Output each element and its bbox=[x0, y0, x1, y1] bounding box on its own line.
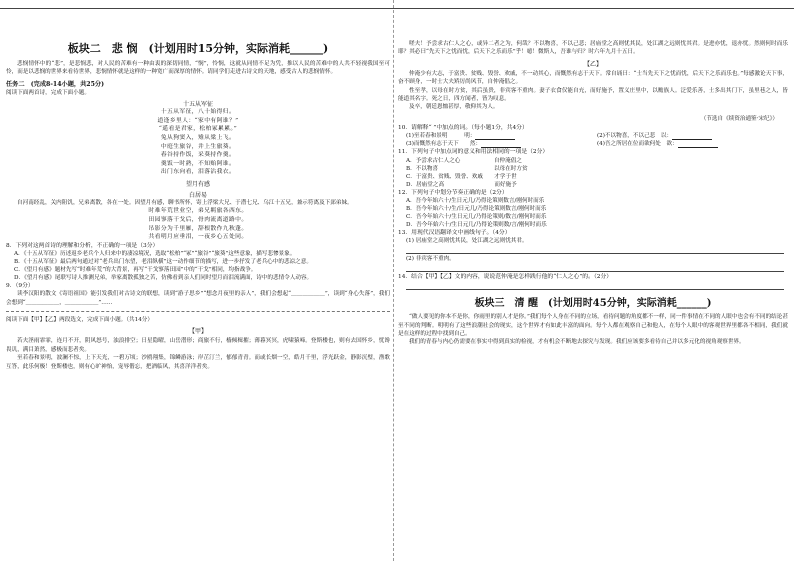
block-title: 板块二 悲 悯 (计划用时15分钟，实际消耗______) bbox=[67, 42, 329, 55]
poem2-author: 白居易 bbox=[188, 191, 207, 199]
poem-line: 羹饭一时熟，不知贻阿谁。 bbox=[160, 160, 236, 167]
poem-line: 中庭生旅谷，井上生旅葵。 bbox=[160, 143, 236, 150]
poem-line: 兔从狗窦入，雉从梁上飞。 bbox=[160, 135, 236, 141]
passage-source: （节选自《续资治通鉴·宋纪》） bbox=[700, 115, 778, 122]
q12-option-b: B．吾今年始六十/生/日元几/乃得论策则数言/刚何时而乐 bbox=[406, 205, 547, 212]
intro-paragraph: 悲悯情怀中的“悲”，是悲悯悲，对人民的苦难有一种由衷的深切同情，“悯”，怜悯，这就从同情不足为凭，推以人民的苦难中的人共不轻视我国至可怜，而是以悲悯的世界来看待世界，悲悯情怀就是这样的一种宽广而深厚的情怀。请同学们走进古诗文的天地，感受古人的悲悯情怀。 bbox=[6, 61, 390, 76]
passage-yi-2: 性至孝，以母在时方贫，其后虽贵，非宾客不重肉。妻子衣食仅能自充，而好施予，置义庄里中，以赡族人。泛爱乐善，士多出其门下，虽里巷之人，皆能道其名字。死之日，四方闻者，皆为叹息。 bbox=[398, 87, 788, 103]
q11-option-d: D．居庙堂之高 而好施予 bbox=[406, 181, 517, 188]
q11-option-c: C．于富贵、贫贱、毁誉、欢戚 才学于世 bbox=[406, 173, 517, 180]
question-13: 13．用现代汉语翻译文中画线句子。（4分） bbox=[398, 229, 511, 236]
q10-item-text: (4)吾之所居在位而欲何处 欲： bbox=[597, 141, 678, 148]
poem2-body bbox=[6, 207, 390, 241]
block3-paragraph-2: 我们的青春与内心仍需要在事实中得到真实的检视，才有机会不断地去探究与发现。我们应该要多看待自己并以多元化的视角观察世界。 bbox=[409, 339, 745, 346]
question-10: 10．请解释“ ”中加点的词。（每小题1分，共4分） bbox=[398, 124, 528, 131]
poem1-title: 十五从军征 bbox=[182, 101, 213, 109]
answer-blank[interactable] bbox=[672, 133, 712, 140]
q8-option-b: B．《十五从军征》最后两句通过对“老兵出门东望，老泪纵横”这一动作细节的描写，进一步抒发了老兵心中的悲凉之意。 bbox=[14, 258, 312, 265]
question-14: 14．结合【甲】【乙】文的内容，说说范仲淹是怎样践行他的“仁人之心”的。（2分） bbox=[398, 274, 613, 281]
q13-item-2: (2) 非宾客不重肉。 bbox=[406, 256, 455, 263]
poem-line: 田园寥落干戈后，骨肉流离道路中。 bbox=[148, 216, 248, 223]
q10-item bbox=[597, 132, 788, 140]
poem-line: 时难年荒世业空，弟兄羁旅各西东。 bbox=[148, 208, 248, 215]
q12-option-d: D．吾今年始六十/生日元几/乃得论策则数/言/刚何时而乐 bbox=[406, 221, 547, 228]
q10-items bbox=[406, 132, 788, 148]
poem-line: 十五从军征，八十始得归。 bbox=[160, 109, 236, 116]
right-column bbox=[398, 40, 788, 561]
passage-jia-label: 【甲】 bbox=[188, 328, 207, 336]
q12-option-c: C．吾今年始六十/生日元几/乃得论策则/数言/刚何时而乐 bbox=[406, 213, 547, 220]
poem-line: 舂谷持作饭，采葵持作羹。 bbox=[160, 152, 236, 159]
q8-option-c: C．《望月有感》题材先写“时难年荒”的大背景，再写“干戈寥落田园”中的“干戈”相同，均指战争。 bbox=[14, 266, 257, 273]
q10-item bbox=[406, 132, 597, 140]
poem2-title: 望月有感 bbox=[185, 180, 210, 188]
q10-item-text: (3)而慨然有志于天下 然： bbox=[406, 141, 482, 148]
poem1-body bbox=[6, 108, 390, 177]
q11-option-b: B．不以物喜 以母在时方贫 bbox=[406, 165, 528, 172]
block3-title: 板块三 清 醒 (计划用时45分钟，实际消耗______) bbox=[474, 298, 712, 310]
reading-hint: 阅读下面【甲】【乙】两段选文，完成下面小题。（共14分） bbox=[6, 316, 153, 323]
q8-option-d: D．《望月有感》尾联写诗人推测兄弟，举家离散孤独之苦，仿佛看到亲人们同时望月而泪流满面，诗中的悲情令人动容。 bbox=[14, 274, 313, 281]
answer-blank[interactable] bbox=[678, 141, 718, 148]
divider bbox=[6, 311, 390, 312]
passage-yi-1: 仲淹少有大志，于富贵、贫贱、毁誉、欢戚，不一动其心，而慨然有志于天下。常自诵曰：“士当先天下之忧而忧，后天下之乐而乐也。”每感激论天下事，奋不顾身，一时士大夫矫厉尚风节，自仲淹倡之。 bbox=[398, 70, 788, 86]
question-8: 8．下列对这两首诗的理解和分析，不正确的一项是（3分） bbox=[6, 242, 159, 249]
question-9: 9．（9分） bbox=[6, 282, 34, 289]
passage-jia: 若夫淫雨霏霏，连月不开，阴风怒号，浊浪排空；日星隐曜，山岳潜形；商旅不行，樯倾楫摧；薄暮冥冥，虎啸猿啼。登斯楼也，则有去国怀乡，忧谗畏讥，满目萧然，感极而悲者矣。 bbox=[6, 338, 390, 353]
question-12: 12．下列句子中划分节奏正确的是（2分） bbox=[398, 189, 508, 196]
answer-line[interactable] bbox=[406, 264, 784, 272]
question-9-text: 读李汉阳的散文《寄语祖国》能引发我们对古诗文的联想，读到“游子思乡”“想念月夜里的亲人”，我们会想起“＿＿＿＿＿＿”，读到“身心失落”，我们会想到“＿＿＿＿＿＿，＿＿＿＿＿＿”…… bbox=[6, 291, 390, 306]
q11-option-a: A．予尝求古仁人之心 自仲淹倡之 bbox=[406, 157, 522, 164]
passage-yi-3: 及卒，朝廷恩恤甚厚，敬仰其为人。 bbox=[409, 104, 499, 111]
answer-blank[interactable] bbox=[475, 133, 515, 140]
fold-line bbox=[393, 0, 394, 561]
block3-paragraph-1: “做人要见的你本不是你，你雨里的别人才是你。”我们每个人身在不同的立场，看待问题的角度都不一样，同一件事情在不同的人眼中也会有不同的结论甚至不同的判断。明明有了这些浪潮社会的现实，这个世界才有如此丰富的面向。每个人都在观察自己和他人，在每个人眼中的客观世界里都各不相同，我们就是在这样的过程中找到自己。 bbox=[398, 314, 788, 338]
q10-item-text: (1)至若春和景明 明： bbox=[406, 133, 476, 140]
poem-line: “遥看是君家，松柏冢累累。” bbox=[158, 126, 238, 133]
answer-line[interactable] bbox=[406, 282, 784, 290]
task-hint: 阅读下面两首诗，完成下面小题。 bbox=[6, 89, 90, 96]
passage-yi-label: 【乙】 bbox=[583, 60, 602, 68]
q10-item bbox=[406, 140, 597, 148]
q13-item-1: (1) 居庙堂之高则忧其民，处江湖之远则忧其君。 bbox=[406, 238, 528, 245]
task-title: 任务二 (完成8-14小题，共25分) bbox=[6, 80, 105, 88]
q8-option-a: A．《十五从军征》历述返乡老兵个人归来中的凄凉境况，选取“松柏”“冢”“旅谷”“旅葵”这些意象，描写悲惨景象。 bbox=[14, 250, 296, 257]
passage-jia-2: 至若春和景明，波澜不惊，上下天光，一碧万顷；沙鸥翔集，锦鳞游泳；岸芷汀兰，郁郁青青。而或长烟一空，皓月千里，浮光跃金，静影沉璧，渔歌互答，此乐何极！登斯楼也，则有心旷神怡，宠辱偕忘，把酒临风，其喜洋洋者矣。 bbox=[6, 355, 390, 370]
poem2-preface: 自河南经乱，关内阻饥，兄弟离散，各在一处。因望月有感，聊书所怀，寄上浮梁大兄、于潜七兄、乌江十五兄，兼示符离及下邽弟妹。 bbox=[17, 199, 353, 206]
q12-option-a: A．吾今年始六十/生日元几/乃得论策则数言/刚何时而乐 bbox=[406, 197, 545, 204]
question-11: 11．下列句子中加点词的意义和用法相同的一项是（2分） bbox=[398, 149, 549, 156]
q10-item bbox=[597, 140, 788, 148]
poem-line: 道逢乡里人：“家中有阿谁？” bbox=[157, 117, 239, 124]
left-column bbox=[6, 40, 390, 561]
passage-jia-end: 嗟夫！予尝求古仁人之心，或异二者之为，何哉？不以物喜，不以己悲；居庙堂之高则忧其民，处江湖之远则忧其君。是进亦忧，退亦忧。然则何时而乐耶？其必曰“先天下之忧而忧，后天下之乐而乐”乎！噫！微斯人，吾谁与归？时六年九月十五日。 bbox=[398, 41, 788, 56]
poem-line: 共看明月应垂泪，一夜乡心五处同。 bbox=[148, 234, 248, 241]
poem-line: 出门东向看，泪落沾我衣。 bbox=[160, 169, 236, 176]
poem-line: 吊影分为千里雁，辞根散作九秋蓬。 bbox=[148, 225, 248, 232]
q10-item-text: (2)不以物喜，不以己悲 以： bbox=[597, 133, 673, 140]
answer-line[interactable] bbox=[406, 246, 784, 254]
top-rule bbox=[0, 8, 794, 9]
answer-blank[interactable] bbox=[481, 141, 521, 148]
